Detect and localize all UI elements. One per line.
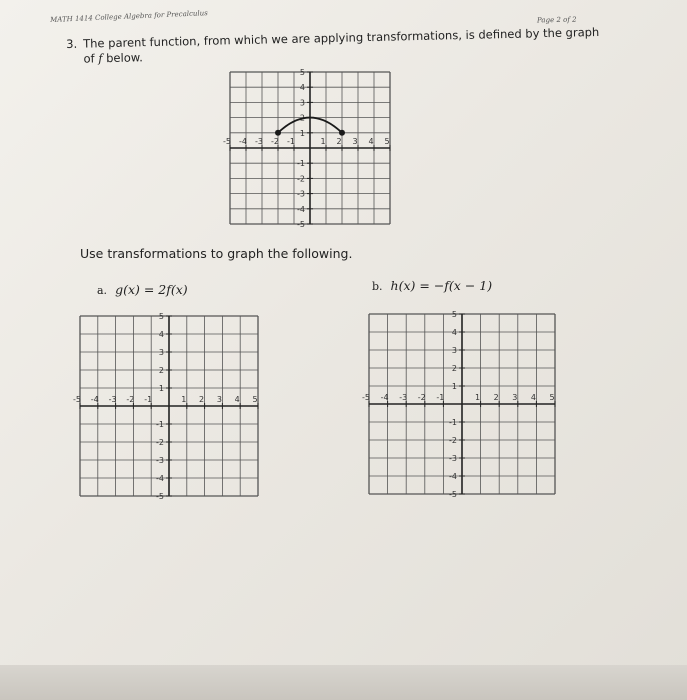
parent-y-tick-label: -4: [297, 204, 305, 214]
parent-y-tick-label: -1: [297, 159, 305, 169]
grid-a-y-tick-label: -5: [156, 492, 164, 501]
course-header: MATH 1414 College Algebra for Precalculus: [50, 9, 208, 24]
graph-grid-part-a[interactable]: [73, 312, 258, 501]
parent-x-tick-label: -5: [223, 137, 231, 146]
parent-y-tick-label: 2: [299, 113, 305, 123]
part-b-label: b. h(x) = −f(x − 1): [372, 278, 493, 293]
parent-y-tick-label: 4: [299, 83, 305, 93]
parent-x-tick-label: 4: [368, 137, 374, 146]
parent-x-tick-label: -3: [255, 137, 263, 146]
grid-a-y-tick-label: 4: [158, 330, 164, 339]
grid-b-y-tick-label: 3: [451, 346, 457, 355]
grid-a-x-tick-label: -1: [144, 395, 153, 404]
parent-x-tick-label: 3: [352, 137, 358, 146]
grid-b-x-tick-label: -2: [417, 393, 426, 402]
parent-y-tick-label: -2: [297, 174, 305, 184]
parent-y-tick-label: -5: [297, 220, 305, 229]
grid-a-y-tick-label: 3: [158, 348, 164, 357]
grid-a-x-tick-label: 1: [181, 395, 187, 404]
grid-a-x-tick-label: 3: [216, 395, 222, 404]
grid-b-x-tick-label: 5: [549, 393, 555, 402]
parent-x-tick-label: -2: [271, 137, 279, 146]
grid-b-y-tick-label: -4: [449, 472, 457, 481]
grid-b-y-tick-label: 2: [451, 364, 457, 373]
parent-x-tick-label: -4: [239, 137, 247, 146]
grid-b-x-tick-label: -1: [436, 393, 445, 402]
parent-x-tick-label: -1: [287, 137, 295, 146]
parent-y-tick-label: -3: [297, 189, 305, 199]
grid-a-x-tick-label: 4: [234, 395, 240, 404]
grid-b-y-tick-label: 1: [451, 382, 457, 391]
grid-b-x-tick-label: 1: [475, 393, 481, 402]
part-a-expression: g(x) = 2f(x): [115, 282, 188, 297]
grid-a-x-tick-label: -5: [73, 395, 81, 404]
parent-y-tick-label: 3: [299, 98, 305, 108]
part-a-label: a. g(x) = 2f(x): [97, 282, 188, 297]
grid-a-y-tick-label: 1: [158, 384, 164, 393]
question-number: 3.: [66, 36, 78, 51]
grid-a-y-tick-label: -3: [156, 456, 164, 465]
grid-b-x-tick-label: -3: [399, 393, 408, 402]
grid-b-y-tick-label: -5: [449, 490, 457, 499]
instruction-text: Use transformations to graph the following.: [80, 246, 353, 261]
grid-b-x-tick-label: -5: [362, 393, 370, 402]
parent-y-tick-label: 1: [299, 128, 305, 138]
grid-b-x-tick-label: 4: [530, 393, 536, 402]
function-symbol: f: [98, 51, 103, 66]
grid-a-x-tick-label: -2: [126, 395, 135, 404]
grid-b-y-tick-label: -2: [449, 436, 457, 445]
grid-a-y-tick-label: -2: [156, 438, 164, 447]
grid-a-y-tick-label: 5: [158, 312, 164, 321]
grid-b-x-tick-label: 2: [493, 393, 499, 402]
grid-b-y-tick-label: 5: [451, 310, 457, 319]
question-text-line2: of f below.: [83, 50, 143, 66]
parent-x-tick-label: 2: [336, 137, 342, 146]
grid-b-y-tick-label: 4: [451, 328, 457, 337]
parent-x-tick-label: 1: [320, 137, 326, 146]
grid-a-y-tick-label: -1: [156, 420, 164, 429]
grid-a-x-tick-label: 5: [252, 395, 258, 404]
grid-b-x-tick-label: 3: [512, 393, 518, 402]
question-text-line1: The parent function, from which we are applying transformations, is defined by the graph: [82, 24, 600, 51]
grid-a-x-tick-label: 2: [199, 395, 205, 404]
grid-b-x-tick-label: -4: [380, 393, 389, 402]
curve-endpoint-dot: [275, 130, 281, 136]
graph-grid-part-b[interactable]: [362, 310, 555, 499]
parent-y-tick-label: 5: [299, 68, 305, 77]
parent-x-tick-label: 5: [384, 137, 390, 146]
curve-endpoint-dot: [339, 130, 345, 136]
parent-function-graph: [223, 68, 390, 229]
desk-edge: [0, 665, 687, 700]
part-b-expression: h(x) = −f(x − 1): [390, 278, 493, 293]
page-number: Page 2 of 2: [536, 15, 577, 25]
grid-a-x-tick-label: -3: [108, 395, 117, 404]
grid-a-y-tick-label: 2: [158, 366, 164, 375]
grid-a-x-tick-label: -4: [90, 395, 99, 404]
grid-b-y-tick-label: -3: [449, 454, 457, 463]
grid-a-y-tick-label: -4: [156, 474, 164, 483]
grid-b-y-tick-label: -1: [449, 418, 457, 427]
